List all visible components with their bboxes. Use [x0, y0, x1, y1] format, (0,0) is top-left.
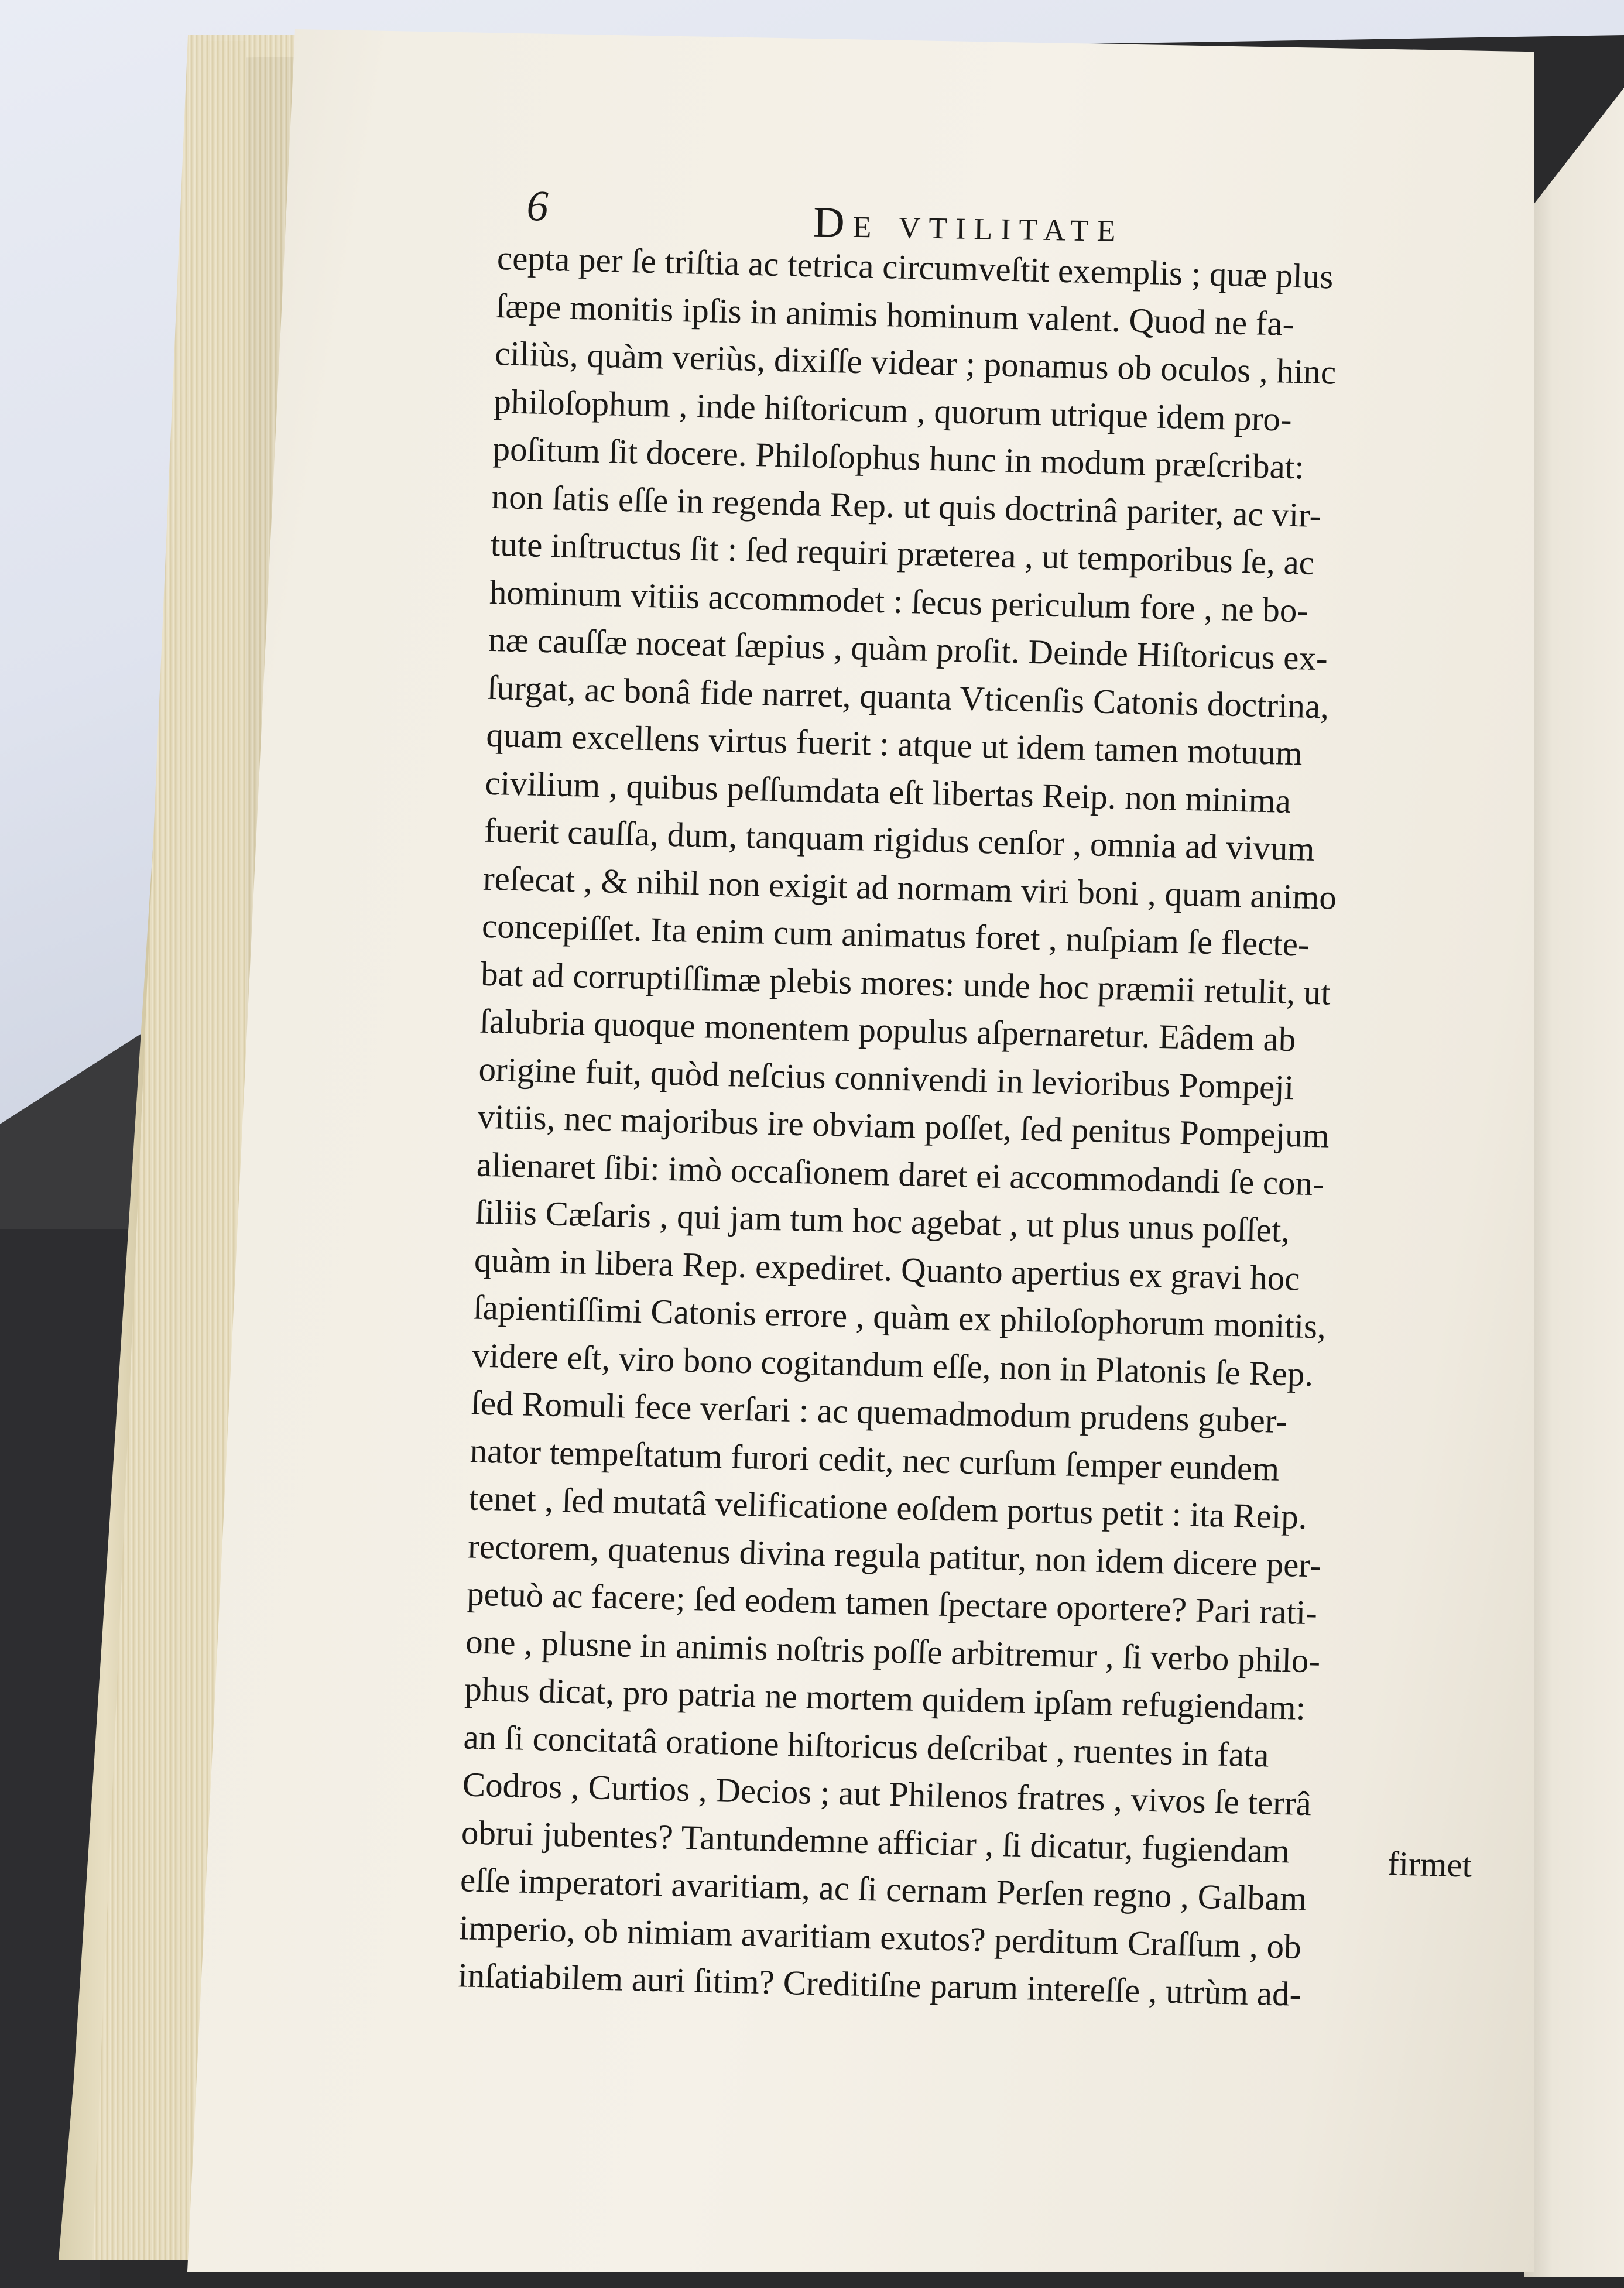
text-line: ſapientiſſimi Catonis errore , quàm ex philoſophorum monitis,	[472, 1287, 1327, 1346]
text-line: imperio, ob nimiam avaritiam exutos? perditum Craſſum , ob	[458, 1907, 1302, 1966]
text-line: non ſatis eſſe in regenda Rep. ut quis doctrinâ pariter, ac vir-	[491, 477, 1322, 535]
text-line: ſurgat, ac bonâ fide narret, quanta Vticenſis Catonis doctrina,	[486, 667, 1330, 725]
text-line: ſalubria quoque monentem populus aſpernaretur. Eâdem ab	[479, 1001, 1297, 1059]
text-line: ſed Romuli fece verſari : ac quemadmodum prudens guber-	[470, 1383, 1288, 1441]
text-line: næ cauſſæ noceat ſæpius , quàm proſit. Deinde Hiſtoricus ex-	[488, 619, 1328, 678]
text-line: poſitum ſit docere. Philoſophus hunc in modum præſcribat:	[492, 429, 1305, 487]
text-line: hominum vitiis accommodet : ſecus periculum fore , ne bo-	[489, 572, 1309, 630]
text-line: inſatiabilem auri ſitim? Creditiſne parum intereſſe , utrùm ad-	[457, 1955, 1302, 2013]
text-line: bat ad corruptiſſimæ plebis mores: unde hoc præmii retulit, ut	[480, 954, 1331, 1012]
text-line: reſecat , & nihil non exigit ad normam viri boni , quam animo	[482, 858, 1337, 917]
text-line: cepta per ſe triſtia ac tetrica circumveſtit exemplis ; quæ plus	[496, 238, 1334, 296]
text-line: civilium , quibus peſſumdata eſt libertas Reip. non minima	[485, 763, 1291, 820]
text-line: an ſi concitatâ oratione hiſtoricus deſcribat , ruentes in fata	[463, 1717, 1270, 1775]
page-number: 6	[526, 182, 557, 231]
text-line: petuò ac facere; ſed eodem tamen ſpectare oportere? Pari rati-	[466, 1574, 1318, 1632]
text-line: philoſophum , inde hiſtoricum , quorum utrique idem pro-	[493, 381, 1293, 439]
text-line: ſiliis Cæſaris , qui jam tum hoc agebat , ut plus unus poſſet,	[475, 1192, 1290, 1250]
running-head-title: De vtilitate	[813, 198, 1125, 252]
text-line: phus dicat, pro patria ne mortem quidem ipſam refugiendam:	[464, 1669, 1306, 1727]
text-line: eſſe imperatori avaritiam, ac ſi cernam Perſen regno , Galbam	[460, 1860, 1308, 1919]
text-line: tute inſtructus ſit : ſed requiri præterea , ut temporibus ſe, ac	[490, 524, 1315, 582]
text-line: quam excellens virtus fuerit : atque ut idem tamen motuum	[485, 715, 1303, 773]
catchword: firmet	[1387, 1844, 1472, 1885]
text-line: ciliùs, quàm veriùs, dixiſſe videar ; ponamus ob oculos , hinc	[494, 333, 1337, 392]
body-text	[458, 234, 1469, 2021]
text-line: vitiis, nec majoribus ire obviam poſſet, ſed penitus Pompejum	[477, 1097, 1330, 1155]
text-line: quàm in libera Rep. expediret. Quanto apertius ex gravi hoc	[474, 1240, 1301, 1298]
text-line: nator tempeſtatum furori cedit, nec curſum ſemper eundem	[470, 1430, 1280, 1488]
facing-page	[1522, 88, 1624, 2277]
text-line: tenet , ſed mutatâ velificatione eoſdem portus petit : ita Reip.	[468, 1478, 1308, 1536]
text-line: obrui jubentes? Tantundemne afficiar , ſi dicatur, fugiendam	[461, 1812, 1290, 1870]
text-line: concepiſſet. Ita enim cum animatus foret , nuſpiam ſe flecte-	[481, 906, 1310, 964]
text-line: one , plusne in animis noſtris poſſe arbitremur , ſi verbo philo-	[465, 1621, 1321, 1680]
text-line: origine fuit, quòd neſcius connivendi in levioribus Pompeji	[478, 1049, 1294, 1107]
text-line: rectorem, quatenus divina regula patitur, non idem dicere per-	[467, 1526, 1322, 1584]
text-line: alienaret ſibi: imò occaſionem daret ei accommodandi ſe con-	[476, 1145, 1325, 1203]
text-line: Codros , Curtios , Decios ; aut Philenos fratres , vivos ſe terrâ	[462, 1765, 1312, 1823]
text-line: videre eſt, viro bono cogitandum eſſe, non in Platonis ſe Rep.	[471, 1335, 1314, 1393]
text-line: fuerit cauſſa, dum, tanquam rigidus cenſor , omnia ad vivum	[484, 810, 1315, 868]
text-line: ſæpe monitis ipſis in animis hominum valent. Quod ne fa-	[495, 286, 1295, 343]
